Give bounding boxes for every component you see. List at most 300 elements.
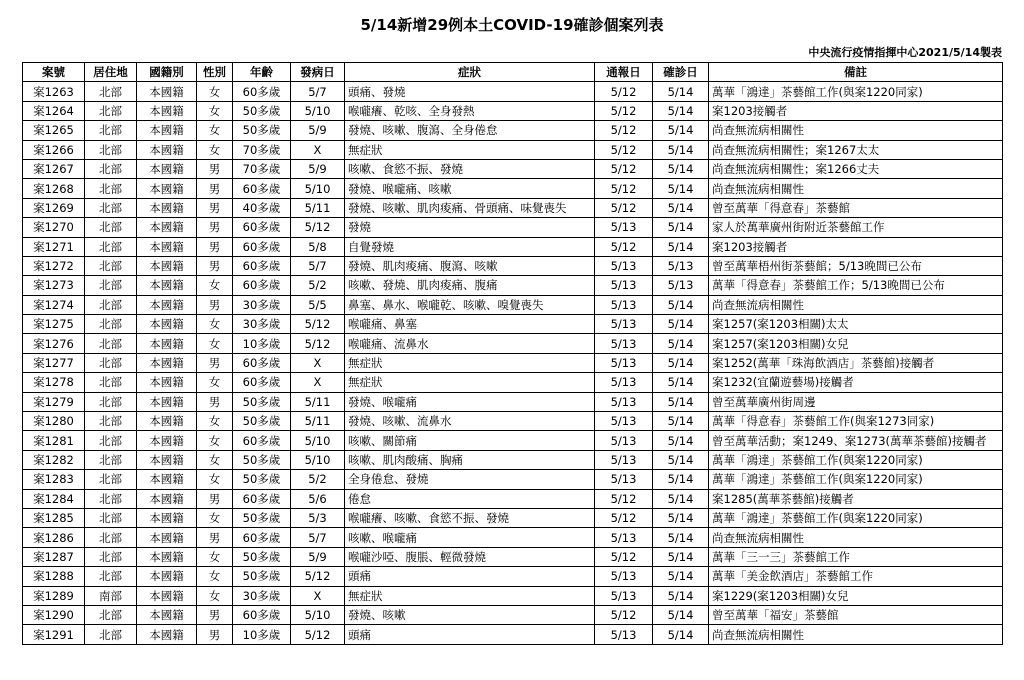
cell-onset-date: 5/9 xyxy=(291,159,345,178)
cell-residence: 南部 xyxy=(85,586,137,605)
cell-residence: 北部 xyxy=(85,605,137,624)
cell-gender: 男 xyxy=(197,218,233,237)
cell-confirm-date: 5/14 xyxy=(653,353,709,372)
cell-age: 30多歲 xyxy=(233,295,291,314)
cell-symptoms: 頭痛 xyxy=(345,625,595,644)
cell-remarks: 案1232(宜蘭遊藝場)接觸者 xyxy=(709,373,1003,392)
cell-residence: 北部 xyxy=(85,82,137,101)
cell-gender: 女 xyxy=(197,82,233,101)
cell-gender: 女 xyxy=(197,276,233,295)
cell-symptoms: 無症狀 xyxy=(345,373,595,392)
cell-nationality: 本國籍 xyxy=(137,508,197,527)
table-row xyxy=(23,101,1003,120)
cell-confirm-date: 5/14 xyxy=(653,586,709,605)
cell-nationality: 本國籍 xyxy=(137,489,197,508)
cell-symptoms: 咳嗽、喉嚨痛 xyxy=(345,528,595,547)
cell-age: 50多歲 xyxy=(233,101,291,120)
cell-symptoms: 發燒、咳嗽、流鼻水 xyxy=(345,412,595,431)
cell-remarks: 案1257(案1203相關)女兒 xyxy=(709,334,1003,353)
cell-residence: 北部 xyxy=(85,101,137,120)
header-symptoms: 症狀 xyxy=(345,63,595,82)
cell-symptoms: 喉嚨癢、咳嗽、食慾不振、發燒 xyxy=(345,508,595,527)
cell-nationality: 本國籍 xyxy=(137,315,197,334)
table-row xyxy=(23,276,1003,295)
cell-case-id: 案1265 xyxy=(23,121,85,140)
cell-nationality: 本國籍 xyxy=(137,353,197,372)
cell-gender: 男 xyxy=(197,179,233,198)
cell-remarks: 萬華「美金飲酒店」茶藝館工作 xyxy=(709,567,1003,586)
cell-report-date: 5/13 xyxy=(595,256,653,275)
cell-gender: 男 xyxy=(197,392,233,411)
cell-residence: 北部 xyxy=(85,392,137,411)
table-row xyxy=(23,295,1003,314)
cell-remarks: 萬華「三一三」茶藝館工作 xyxy=(709,547,1003,566)
cell-report-date: 5/13 xyxy=(595,450,653,469)
cell-nationality: 本國籍 xyxy=(137,121,197,140)
cell-symptoms: 發燒、肌肉痠痛、腹瀉、咳嗽 xyxy=(345,256,595,275)
cell-age: 50多歲 xyxy=(233,412,291,431)
cell-report-date: 5/12 xyxy=(595,489,653,508)
cell-gender: 女 xyxy=(197,121,233,140)
cell-gender: 女 xyxy=(197,450,233,469)
cell-onset-date: 5/12 xyxy=(291,334,345,353)
cell-nationality: 本國籍 xyxy=(137,179,197,198)
header-row xyxy=(23,63,1003,82)
cell-onset-date: 5/10 xyxy=(291,101,345,120)
cell-confirm-date: 5/13 xyxy=(653,276,709,295)
cell-onset-date: 5/11 xyxy=(291,198,345,217)
cell-age: 40多歲 xyxy=(233,198,291,217)
cell-gender: 男 xyxy=(197,198,233,217)
cell-symptoms: 頭痛、發燒 xyxy=(345,82,595,101)
cell-confirm-date: 5/14 xyxy=(653,412,709,431)
cell-case-id: 案1288 xyxy=(23,567,85,586)
cell-case-id: 案1279 xyxy=(23,392,85,411)
cell-gender: 女 xyxy=(197,373,233,392)
cell-nationality: 本國籍 xyxy=(137,470,197,489)
cell-gender: 男 xyxy=(197,237,233,256)
cell-residence: 北部 xyxy=(85,489,137,508)
cell-case-id: 案1272 xyxy=(23,256,85,275)
cell-confirm-date: 5/14 xyxy=(653,218,709,237)
cell-confirm-date: 5/14 xyxy=(653,82,709,101)
table-row xyxy=(23,508,1003,527)
cell-case-id: 案1273 xyxy=(23,276,85,295)
cell-gender: 女 xyxy=(197,334,233,353)
cell-residence: 北部 xyxy=(85,121,137,140)
table-row xyxy=(23,392,1003,411)
cell-residence: 北部 xyxy=(85,159,137,178)
cell-report-date: 5/12 xyxy=(595,605,653,624)
table-row xyxy=(23,605,1003,624)
cell-onset-date: 5/12 xyxy=(291,625,345,644)
cell-symptoms: 頭痛 xyxy=(345,567,595,586)
cell-report-date: 5/12 xyxy=(595,101,653,120)
cell-gender: 男 xyxy=(197,625,233,644)
cell-symptoms: 發燒、咳嗽、腹瀉、全身倦怠 xyxy=(345,121,595,140)
table-row xyxy=(23,334,1003,353)
cell-residence: 北部 xyxy=(85,276,137,295)
cell-onset-date: X xyxy=(291,353,345,372)
cell-nationality: 本國籍 xyxy=(137,373,197,392)
cell-onset-date: 5/7 xyxy=(291,528,345,547)
cell-remarks: 案1229(案1203相關)女兒 xyxy=(709,586,1003,605)
cell-nationality: 本國籍 xyxy=(137,218,197,237)
cell-gender: 女 xyxy=(197,470,233,489)
cell-confirm-date: 5/14 xyxy=(653,567,709,586)
cell-nationality: 本國籍 xyxy=(137,605,197,624)
cell-age: 50多歲 xyxy=(233,392,291,411)
cell-residence: 北部 xyxy=(85,373,137,392)
cell-residence: 北部 xyxy=(85,412,137,431)
cell-report-date: 5/13 xyxy=(595,353,653,372)
cell-residence: 北部 xyxy=(85,353,137,372)
table-row xyxy=(23,625,1003,644)
cell-report-date: 5/13 xyxy=(595,392,653,411)
cell-confirm-date: 5/14 xyxy=(653,373,709,392)
cell-remarks: 萬華「得意春」茶藝館工作；5/13晚間已公布 xyxy=(709,276,1003,295)
table-row xyxy=(23,353,1003,372)
cell-report-date: 5/12 xyxy=(595,159,653,178)
cell-remarks: 家人於萬華廣州街附近茶藝館工作 xyxy=(709,218,1003,237)
cell-remarks: 曾至萬華梧州街茶藝館；5/13晚間已公布 xyxy=(709,256,1003,275)
cell-onset-date: 5/9 xyxy=(291,121,345,140)
cell-age: 50多歲 xyxy=(233,567,291,586)
cell-gender: 女 xyxy=(197,140,233,159)
cell-residence: 北部 xyxy=(85,179,137,198)
cell-onset-date: 5/5 xyxy=(291,295,345,314)
cell-symptoms: 咳嗽、肌肉酸痛、胸痛 xyxy=(345,450,595,469)
cell-onset-date: 5/11 xyxy=(291,412,345,431)
case-table xyxy=(22,62,1003,645)
cell-residence: 北部 xyxy=(85,450,137,469)
cell-confirm-date: 5/14 xyxy=(653,547,709,566)
header-residence: 居住地 xyxy=(85,63,137,82)
cell-case-id: 案1291 xyxy=(23,625,85,644)
cell-residence: 北部 xyxy=(85,470,137,489)
cell-report-date: 5/12 xyxy=(595,198,653,217)
cell-age: 60多歲 xyxy=(233,256,291,275)
cell-confirm-date: 5/14 xyxy=(653,315,709,334)
cell-gender: 男 xyxy=(197,353,233,372)
cell-onset-date: X xyxy=(291,373,345,392)
cell-report-date: 5/13 xyxy=(595,586,653,605)
cell-report-date: 5/13 xyxy=(595,295,653,314)
cell-age: 50多歲 xyxy=(233,450,291,469)
cell-case-id: 案1284 xyxy=(23,489,85,508)
cell-onset-date: 5/6 xyxy=(291,489,345,508)
cell-onset-date: 5/12 xyxy=(291,315,345,334)
cell-remarks: 尚查無流病相關性 xyxy=(709,295,1003,314)
cell-gender: 男 xyxy=(197,489,233,508)
cell-age: 60多歲 xyxy=(233,82,291,101)
cell-remarks: 案1257(案1203相關)太太 xyxy=(709,315,1003,334)
cell-nationality: 本國籍 xyxy=(137,567,197,586)
cell-symptoms: 倦怠 xyxy=(345,489,595,508)
cell-confirm-date: 5/13 xyxy=(653,256,709,275)
cell-onset-date: 5/9 xyxy=(291,547,345,566)
source-note: 中央流行疫情指揮中心2021/5/14製表 xyxy=(808,46,1002,59)
cell-onset-date: 5/8 xyxy=(291,237,345,256)
cell-age: 60多歲 xyxy=(233,179,291,198)
cell-confirm-date: 5/14 xyxy=(653,295,709,314)
cell-nationality: 本國籍 xyxy=(137,586,197,605)
cell-symptoms: 喉嚨痛、流鼻水 xyxy=(345,334,595,353)
cell-confirm-date: 5/14 xyxy=(653,431,709,450)
cell-remarks: 萬華「鴻達」茶藝館工作(與案1220同家) xyxy=(709,470,1003,489)
table-row xyxy=(23,373,1003,392)
cell-residence: 北部 xyxy=(85,528,137,547)
cell-remarks: 尚查無流病相關性 xyxy=(709,179,1003,198)
table-row xyxy=(23,315,1003,334)
cell-remarks: 尚查無流病相關性 xyxy=(709,625,1003,644)
cell-report-date: 5/12 xyxy=(595,237,653,256)
cell-nationality: 本國籍 xyxy=(137,256,197,275)
cell-case-id: 案1267 xyxy=(23,159,85,178)
header-remarks: 備註 xyxy=(709,63,1003,82)
header-report-date: 通報日 xyxy=(595,63,653,82)
cell-age: 50多歲 xyxy=(233,508,291,527)
cell-symptoms: 鼻塞、鼻水、喉嚨乾、咳嗽、嗅覺喪失 xyxy=(345,295,595,314)
cell-gender: 女 xyxy=(197,101,233,120)
cell-symptoms: 發燒、咳嗽、肌肉痠痛、骨頭痛、味覺喪失 xyxy=(345,198,595,217)
cell-residence: 北部 xyxy=(85,198,137,217)
cell-report-date: 5/12 xyxy=(595,179,653,198)
cell-confirm-date: 5/14 xyxy=(653,140,709,159)
cell-report-date: 5/13 xyxy=(595,373,653,392)
cell-remarks: 案1252(萬華「珠海飲酒店」茶藝館)接觸者 xyxy=(709,353,1003,372)
cell-nationality: 本國籍 xyxy=(137,82,197,101)
cell-remarks: 萬華「鴻達」茶藝館工作(與案1220同家) xyxy=(709,508,1003,527)
cell-gender: 女 xyxy=(197,508,233,527)
table-row xyxy=(23,218,1003,237)
cell-report-date: 5/13 xyxy=(595,334,653,353)
cell-case-id: 案1270 xyxy=(23,218,85,237)
table-row xyxy=(23,489,1003,508)
cell-confirm-date: 5/14 xyxy=(653,101,709,120)
cell-report-date: 5/13 xyxy=(595,315,653,334)
cell-residence: 北部 xyxy=(85,256,137,275)
cell-age: 60多歲 xyxy=(233,605,291,624)
cell-case-id: 案1281 xyxy=(23,431,85,450)
table-row xyxy=(23,470,1003,489)
cell-confirm-date: 5/14 xyxy=(653,392,709,411)
cell-age: 50多歲 xyxy=(233,121,291,140)
table-row xyxy=(23,567,1003,586)
cell-nationality: 本國籍 xyxy=(137,295,197,314)
cell-onset-date: X xyxy=(291,586,345,605)
cell-report-date: 5/12 xyxy=(595,140,653,159)
table-row xyxy=(23,198,1003,217)
cell-case-id: 案1283 xyxy=(23,470,85,489)
cell-case-id: 案1276 xyxy=(23,334,85,353)
table-row xyxy=(23,528,1003,547)
header-case-id: 案號 xyxy=(23,63,85,82)
cell-residence: 北部 xyxy=(85,431,137,450)
cell-symptoms: 喉嚨痛、鼻塞 xyxy=(345,315,595,334)
cell-confirm-date: 5/14 xyxy=(653,450,709,469)
cell-remarks: 尚查無流病相關性 xyxy=(709,528,1003,547)
cell-report-date: 5/13 xyxy=(595,431,653,450)
cell-gender: 男 xyxy=(197,528,233,547)
header-confirm-date: 確診日 xyxy=(653,63,709,82)
cell-age: 60多歲 xyxy=(233,218,291,237)
cell-confirm-date: 5/14 xyxy=(653,179,709,198)
header-gender: 性別 xyxy=(197,63,233,82)
table-row xyxy=(23,547,1003,566)
cell-case-id: 案1278 xyxy=(23,373,85,392)
cell-nationality: 本國籍 xyxy=(137,198,197,217)
cell-case-id: 案1274 xyxy=(23,295,85,314)
cell-age: 50多歲 xyxy=(233,547,291,566)
cell-remarks: 案1203接觸者 xyxy=(709,101,1003,120)
cell-report-date: 5/12 xyxy=(595,121,653,140)
cell-nationality: 本國籍 xyxy=(137,625,197,644)
cell-nationality: 本國籍 xyxy=(137,334,197,353)
cell-report-date: 5/12 xyxy=(595,547,653,566)
cell-remarks: 尚查無流病相關性 xyxy=(709,121,1003,140)
cell-gender: 男 xyxy=(197,605,233,624)
cell-onset-date: 5/7 xyxy=(291,256,345,275)
cell-residence: 北部 xyxy=(85,237,137,256)
cell-case-id: 案1263 xyxy=(23,82,85,101)
cell-case-id: 案1285 xyxy=(23,508,85,527)
cell-symptoms: 無症狀 xyxy=(345,140,595,159)
cell-gender: 女 xyxy=(197,567,233,586)
cell-symptoms: 喉嚨沙啞、腹脹、輕微發燒 xyxy=(345,547,595,566)
cell-nationality: 本國籍 xyxy=(137,528,197,547)
cell-symptoms: 發燒、咳嗽 xyxy=(345,605,595,624)
table-row xyxy=(23,431,1003,450)
cell-onset-date: 5/3 xyxy=(291,508,345,527)
cell-remarks: 案1203接觸者 xyxy=(709,237,1003,256)
cell-age: 60多歲 xyxy=(233,528,291,547)
cell-remarks: 尚查無流病相關性；案1267太太 xyxy=(709,140,1003,159)
table-row xyxy=(23,179,1003,198)
table-row xyxy=(23,450,1003,469)
cell-residence: 北部 xyxy=(85,218,137,237)
cell-age: 70多歲 xyxy=(233,140,291,159)
cell-report-date: 5/13 xyxy=(595,567,653,586)
cell-report-date: 5/13 xyxy=(595,276,653,295)
cell-age: 60多歲 xyxy=(233,353,291,372)
cell-onset-date: 5/7 xyxy=(291,82,345,101)
cell-gender: 女 xyxy=(197,586,233,605)
cell-nationality: 本國籍 xyxy=(137,450,197,469)
cell-age: 10多歲 xyxy=(233,625,291,644)
cell-remarks: 尚查無流病相關性；案1266丈夫 xyxy=(709,159,1003,178)
cell-residence: 北部 xyxy=(85,334,137,353)
cell-gender: 男 xyxy=(197,295,233,314)
cell-nationality: 本國籍 xyxy=(137,140,197,159)
cell-symptoms: 咳嗽、發燒、肌肉痠痛、腹痛 xyxy=(345,276,595,295)
cell-case-id: 案1268 xyxy=(23,179,85,198)
table-row xyxy=(23,121,1003,140)
cell-report-date: 5/13 xyxy=(595,528,653,547)
cell-confirm-date: 5/14 xyxy=(653,237,709,256)
cell-age: 30多歲 xyxy=(233,315,291,334)
cell-case-id: 案1280 xyxy=(23,412,85,431)
cell-case-id: 案1287 xyxy=(23,547,85,566)
cell-remarks: 曾至萬華「福安」茶藝館 xyxy=(709,605,1003,624)
cell-symptoms: 全身倦怠、發燒 xyxy=(345,470,595,489)
cell-nationality: 本國籍 xyxy=(137,392,197,411)
cell-report-date: 5/12 xyxy=(595,82,653,101)
cell-age: 60多歲 xyxy=(233,373,291,392)
cell-case-id: 案1289 xyxy=(23,586,85,605)
table-row xyxy=(23,82,1003,101)
cell-report-date: 5/13 xyxy=(595,470,653,489)
cell-case-id: 案1271 xyxy=(23,237,85,256)
cell-symptoms: 自覺發燒 xyxy=(345,237,595,256)
cell-remarks: 曾至萬華活動；案1249、案1273(萬華茶藝館)接觸者 xyxy=(709,431,1003,450)
header-age: 年齡 xyxy=(233,63,291,82)
cell-symptoms: 咳嗽、食慾不振、發燒 xyxy=(345,159,595,178)
cell-nationality: 本國籍 xyxy=(137,412,197,431)
cell-age: 60多歲 xyxy=(233,276,291,295)
cell-gender: 男 xyxy=(197,256,233,275)
cell-residence: 北部 xyxy=(85,140,137,159)
cell-onset-date: 5/10 xyxy=(291,605,345,624)
cell-remarks: 萬華「得意春」茶藝館工作(與案1273同家) xyxy=(709,412,1003,431)
cell-remarks: 萬華「鴻達」茶藝館工作(與案1220同家) xyxy=(709,450,1003,469)
table-row xyxy=(23,256,1003,275)
cell-nationality: 本國籍 xyxy=(137,547,197,566)
table-row xyxy=(23,237,1003,256)
cell-confirm-date: 5/14 xyxy=(653,121,709,140)
cell-case-id: 案1266 xyxy=(23,140,85,159)
cell-age: 60多歲 xyxy=(233,237,291,256)
cell-remarks: 曾至萬華「得意春」茶藝館 xyxy=(709,198,1003,217)
table-row xyxy=(23,412,1003,431)
header-onset-date: 發病日 xyxy=(291,63,345,82)
cell-residence: 北部 xyxy=(85,315,137,334)
cell-onset-date: 5/10 xyxy=(291,431,345,450)
cell-case-id: 案1286 xyxy=(23,528,85,547)
cell-onset-date: 5/12 xyxy=(291,218,345,237)
cell-confirm-date: 5/14 xyxy=(653,159,709,178)
cell-age: 60多歲 xyxy=(233,431,291,450)
table-row xyxy=(23,140,1003,159)
cell-remarks: 案1285(萬華茶藝館)接觸者 xyxy=(709,489,1003,508)
cell-nationality: 本國籍 xyxy=(137,276,197,295)
cell-confirm-date: 5/14 xyxy=(653,334,709,353)
cell-onset-date: 5/12 xyxy=(291,567,345,586)
header-nationality: 國籍別 xyxy=(137,63,197,82)
cell-onset-date: X xyxy=(291,140,345,159)
cell-case-id: 案1264 xyxy=(23,101,85,120)
cell-case-id: 案1277 xyxy=(23,353,85,372)
cell-report-date: 5/13 xyxy=(595,412,653,431)
cell-onset-date: 5/10 xyxy=(291,179,345,198)
cell-onset-date: 5/2 xyxy=(291,276,345,295)
cell-residence: 北部 xyxy=(85,295,137,314)
cell-report-date: 5/13 xyxy=(595,218,653,237)
cell-symptoms: 發燒、喉嚨痛 xyxy=(345,392,595,411)
cell-age: 50多歲 xyxy=(233,470,291,489)
cell-gender: 男 xyxy=(197,159,233,178)
cell-age: 30多歲 xyxy=(233,586,291,605)
cell-onset-date: 5/2 xyxy=(291,470,345,489)
cell-symptoms: 發燒、喉嚨痛、咳嗽 xyxy=(345,179,595,198)
cell-confirm-date: 5/14 xyxy=(653,489,709,508)
cell-nationality: 本國籍 xyxy=(137,159,197,178)
cell-symptoms: 咳嗽、關節痛 xyxy=(345,431,595,450)
cell-age: 60多歲 xyxy=(233,489,291,508)
page-title: 5/14新增29例本土COVID-19確診個案列表 xyxy=(360,16,664,34)
cell-confirm-date: 5/14 xyxy=(653,625,709,644)
cell-confirm-date: 5/14 xyxy=(653,198,709,217)
